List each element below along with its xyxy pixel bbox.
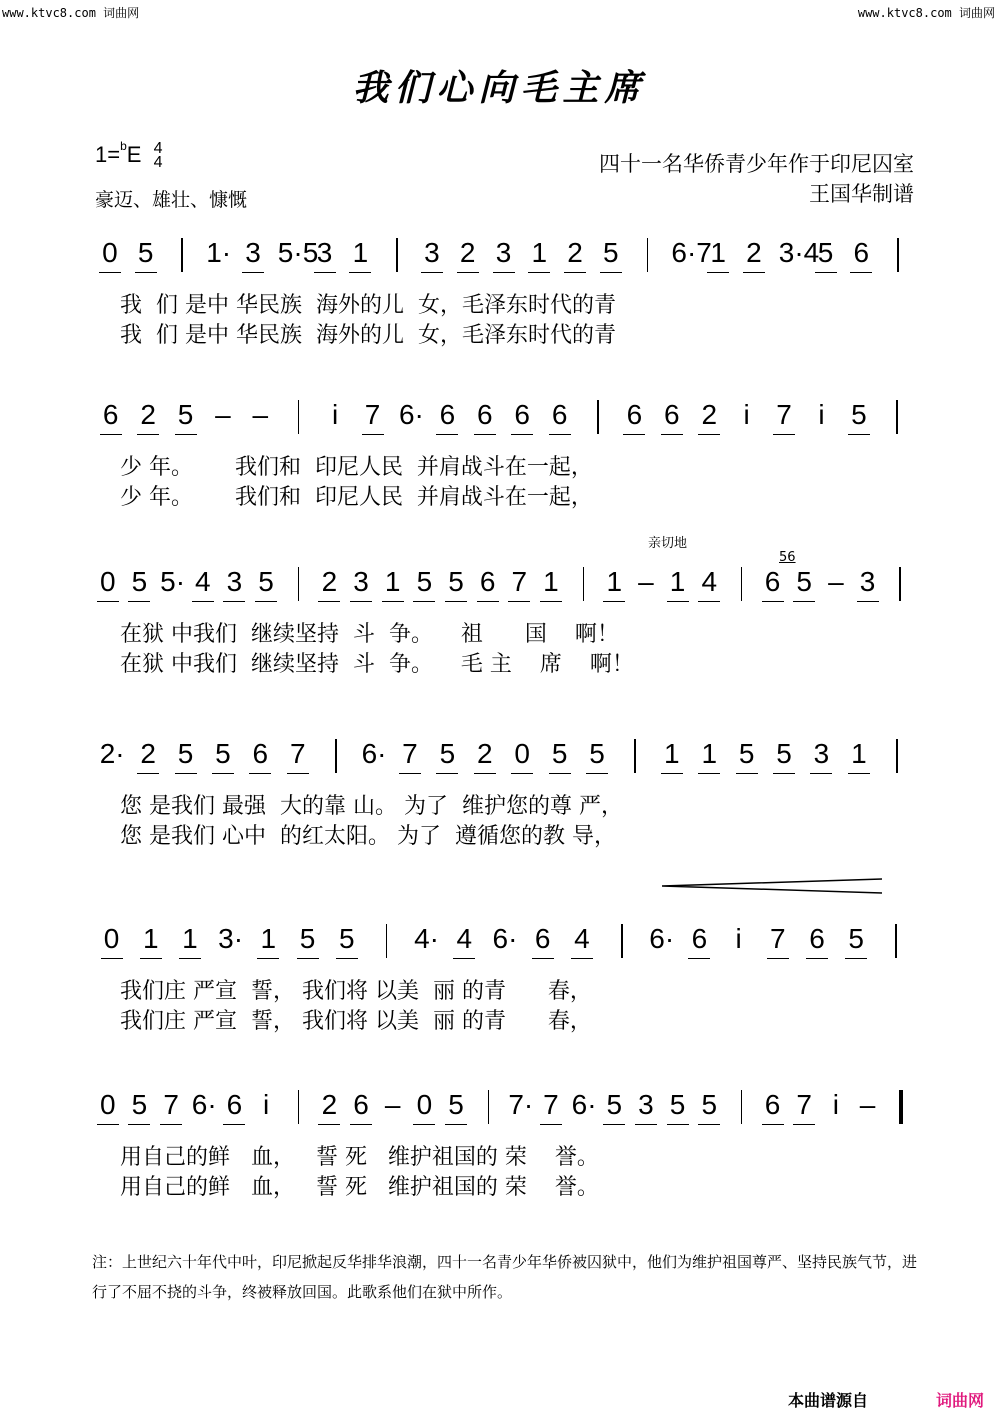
barline <box>741 567 743 601</box>
note: 0 <box>514 738 530 769</box>
barline <box>597 400 599 434</box>
beam-underline <box>436 434 458 435</box>
beam-underline <box>623 434 645 435</box>
note: – <box>252 399 269 430</box>
note: 6 <box>476 399 493 430</box>
barline <box>621 924 623 958</box>
note: 7 <box>770 923 786 954</box>
beam-underline <box>635 1124 657 1125</box>
barline <box>647 238 649 272</box>
beam-underline <box>318 1124 340 1125</box>
beam-underline <box>362 434 384 435</box>
note: 6 <box>534 923 551 954</box>
note: 5 <box>669 1089 686 1120</box>
note: 1 <box>384 566 401 597</box>
beam-underline <box>688 958 710 959</box>
note: 6 <box>102 399 119 430</box>
beam-underline <box>350 1124 372 1125</box>
note: 1 <box>182 923 198 954</box>
note: 6 <box>853 237 870 268</box>
lyric-verse-2: 在狱 中我们 继续坚持 斗 争。 毛 主 席 啊！ <box>120 652 634 677</box>
note: i <box>332 399 339 430</box>
note: 3 <box>353 566 369 597</box>
note: 6 <box>514 399 530 430</box>
beam-underline <box>810 773 832 774</box>
beam-underline <box>137 773 159 774</box>
note: 3 <box>495 237 512 268</box>
source-label: 本曲谱源自 <box>788 1391 869 1410</box>
note: 1 <box>851 738 867 769</box>
beam-underline <box>223 601 245 602</box>
note: 5 <box>439 738 456 769</box>
footnote: 注：上世纪六十年代中叶，印尼掀起反华排华浪潮，四十一名青少年华侨被囚狱中，他们为维护祖国尊严、坚持民族气节，进行了不屈不挠的斗争，终被释放回国。此歌系他们在狱中所作。 <box>92 1253 918 1301</box>
flat-sign: b <box>120 139 127 153</box>
note: 6 <box>551 399 568 430</box>
note: 1 <box>710 237 726 268</box>
beam-underline <box>287 773 309 774</box>
lyric-verse-1: 我们庄 严宣 誓， 我们将 以美 丽 的青 春， <box>120 979 592 1004</box>
note: 6 <box>353 1089 369 1120</box>
beam-underline <box>661 434 683 435</box>
note: 6 <box>479 566 496 597</box>
note: 7 <box>796 1089 812 1120</box>
lyric-verse-2: 用自己的鲜 血， 誓 死 维护祖国的 荣 誉。 <box>120 1175 599 1200</box>
beam-underline <box>549 434 571 435</box>
beam-underline <box>508 601 530 602</box>
beam-underline <box>100 434 122 435</box>
barline <box>634 739 636 773</box>
beam-underline <box>314 272 336 273</box>
beam-underline <box>564 272 586 273</box>
note: 5 <box>551 738 568 769</box>
barline <box>583 567 585 601</box>
note: 5 <box>589 738 605 769</box>
note: i <box>818 399 825 430</box>
note: 6 <box>764 566 781 597</box>
beam-underline <box>179 958 201 959</box>
note: 5 <box>848 923 864 954</box>
note: 3 <box>316 237 333 268</box>
beam-underline <box>815 272 837 273</box>
key-note: E <box>126 142 142 167</box>
beam-underline <box>477 601 499 602</box>
note: 5 <box>416 566 433 597</box>
beam-underline <box>101 958 123 959</box>
note: 2 <box>476 738 493 769</box>
beam-underline <box>845 958 867 959</box>
note: 5 <box>177 399 194 430</box>
note: 7 <box>289 738 306 769</box>
beam-underline <box>336 958 358 959</box>
beam-underline <box>192 601 214 602</box>
note: 6· <box>492 923 518 954</box>
note: 7 <box>163 1089 179 1120</box>
beam-underline <box>806 958 828 959</box>
beam-underline <box>382 601 404 602</box>
note: 7 <box>364 399 381 430</box>
note: 1 <box>669 566 686 597</box>
beam-underline <box>349 272 371 273</box>
note: 6 <box>691 923 708 954</box>
beam-underline <box>793 1124 815 1125</box>
note: 1 <box>606 566 623 597</box>
beam-underline <box>762 601 784 602</box>
note: 5·5 <box>277 237 319 268</box>
beam-underline <box>661 773 683 774</box>
note: 0 <box>416 1089 433 1120</box>
beam-underline <box>848 773 870 774</box>
note: 1 <box>260 923 277 954</box>
note: 5 <box>851 399 867 430</box>
beam-underline <box>257 958 279 959</box>
final-barline <box>899 1090 903 1124</box>
note: 3 <box>424 237 440 268</box>
beam-underline <box>698 773 720 774</box>
note: 5 <box>131 566 148 597</box>
barline <box>896 739 898 773</box>
beam-underline <box>413 1124 435 1125</box>
note: 6 <box>809 923 825 954</box>
note: 6· <box>191 1089 217 1120</box>
lyric-verse-1: 我 们 是中 华民族 海外的儿 女，毛泽东时代的青 <box>120 293 616 318</box>
song-title: 我们心向毛主席 <box>352 67 647 109</box>
note: 1 <box>664 738 680 769</box>
barline <box>741 1090 743 1124</box>
note: 6 <box>626 399 643 430</box>
note: 2 <box>746 237 762 268</box>
beam-underline <box>540 1124 562 1125</box>
note: 4 <box>194 566 211 597</box>
beam-underline <box>667 601 689 602</box>
note: 0 <box>100 1089 116 1120</box>
note: 4 <box>574 923 590 954</box>
beam-underline <box>350 601 372 602</box>
beam-underline <box>242 272 264 273</box>
note: 3 <box>245 237 261 268</box>
barline <box>896 400 898 434</box>
beam-underline <box>511 773 533 774</box>
beam-underline <box>175 434 197 435</box>
note: – <box>384 1089 401 1120</box>
note: 6· <box>398 399 424 430</box>
source-site: 词曲网 <box>936 1391 985 1410</box>
note: 0 <box>100 566 116 597</box>
tempo-mood: 豪迈、雄壮、慷慨 <box>95 189 248 211</box>
beam-underline <box>175 773 197 774</box>
beam-underline <box>767 958 789 959</box>
lyric-verse-2: 我们庄 严宣 誓， 我们将 以美 丽 的青 春， <box>120 1009 592 1034</box>
beam-underline <box>603 601 625 602</box>
beam-underline <box>135 272 157 273</box>
beam-underline <box>773 434 795 435</box>
barline <box>488 1090 490 1124</box>
note: 2· <box>99 738 125 769</box>
note: 3·4 <box>778 237 820 268</box>
lyric-verse-1: 在狱 中我们 继续坚持 斗 争。 祖 国 啊！ <box>120 622 619 647</box>
note: – <box>859 1089 876 1120</box>
note: 2 <box>459 237 476 268</box>
beam-underline <box>698 434 720 435</box>
note: 5 <box>338 923 355 954</box>
lyric-verse-1: 您 是我们 最强 大的靠 山。 为了 维护您的尊 严， <box>120 794 623 819</box>
beam-underline <box>850 272 872 273</box>
beam-underline <box>223 1124 245 1125</box>
expression-mark: 亲切地 <box>648 536 688 551</box>
beam-underline <box>603 1124 625 1125</box>
beam-underline <box>436 773 458 774</box>
time-signature <box>154 142 163 170</box>
beam-underline <box>297 958 319 959</box>
beam-underline <box>698 601 720 602</box>
note: 6 <box>764 1089 781 1120</box>
note: 5 <box>215 738 231 769</box>
note: 7 <box>402 738 418 769</box>
note: 2 <box>140 399 156 430</box>
beam-underline <box>140 958 162 959</box>
beam-underline <box>736 773 758 774</box>
note: 6· <box>571 1089 597 1120</box>
note: 5 <box>817 237 834 268</box>
note: 1 <box>531 237 548 268</box>
note: 2 <box>321 1089 338 1120</box>
barline <box>396 238 398 272</box>
note: 5 <box>776 738 792 769</box>
lyric-verse-1: 少 年。 我们和 印尼人民 并肩战斗在一起， <box>120 455 593 480</box>
barline <box>895 924 897 958</box>
beam-underline <box>445 601 467 602</box>
note: 7 <box>511 566 528 597</box>
arranger-credit: 王国华制谱 <box>809 182 914 206</box>
note: 2 <box>701 399 718 430</box>
beam-underline <box>549 773 571 774</box>
beam-underline <box>318 601 340 602</box>
note: 3 <box>226 566 243 597</box>
note: 5· <box>160 566 186 597</box>
beam-underline <box>212 773 234 774</box>
note: 5 <box>258 566 274 597</box>
note: 4 <box>701 566 718 597</box>
note: 3· <box>218 923 244 954</box>
beam-underline <box>421 272 443 273</box>
note: 6·7 <box>671 237 712 268</box>
note: 5 <box>603 237 619 268</box>
note: 6 <box>439 399 456 430</box>
note: 2 <box>321 566 338 597</box>
note: 5 <box>448 1089 464 1120</box>
note: 5 <box>606 1089 623 1120</box>
crescendo-hairpin-icon <box>660 876 890 896</box>
time-top: 4 <box>153 140 163 158</box>
note: 3 <box>813 738 830 769</box>
note: – <box>638 566 654 597</box>
note: 5 <box>701 1089 718 1120</box>
beam-underline <box>698 1124 720 1125</box>
barline <box>298 1090 300 1124</box>
barline <box>899 567 901 601</box>
note: i <box>262 1089 270 1120</box>
key-signature <box>95 139 163 172</box>
key-prefix: 1= <box>95 142 121 167</box>
note: 7 <box>776 399 792 430</box>
note: 2 <box>140 738 156 769</box>
note: i <box>743 399 750 430</box>
note: 6· <box>361 738 387 769</box>
grace-note: 56 <box>779 550 796 565</box>
beam-underline <box>249 773 271 774</box>
beam-underline <box>413 601 435 602</box>
beam-underline <box>762 1124 784 1125</box>
beam-underline <box>128 1124 150 1125</box>
barline <box>298 400 300 434</box>
beam-underline <box>399 773 421 774</box>
beam-underline <box>528 272 550 273</box>
note: 0 <box>102 237 118 268</box>
barline <box>386 924 388 958</box>
beam-underline <box>586 773 608 774</box>
note: 5 <box>177 738 194 769</box>
note: 5 <box>796 566 812 597</box>
note: i <box>832 1089 839 1120</box>
beam-underline <box>540 601 562 602</box>
note: 7· <box>508 1089 534 1120</box>
note: 4· <box>414 923 440 954</box>
beam-underline <box>128 601 150 602</box>
beam-underline <box>532 958 554 959</box>
note: 5 <box>131 1089 148 1120</box>
beam-underline <box>848 434 870 435</box>
lyric-verse-2: 您 是我们 心中 的红太阳。 为了 遵循您的教 导， <box>120 824 616 849</box>
note: 5 <box>738 738 755 769</box>
note: 3 <box>859 566 876 597</box>
beam-underline <box>255 601 277 602</box>
note: 7 <box>543 1089 559 1120</box>
beam-underline <box>793 601 815 602</box>
note: 1 <box>701 738 718 769</box>
beam-underline <box>97 1124 119 1125</box>
note: 6 <box>252 738 269 769</box>
note: 6 <box>664 399 680 430</box>
barline <box>897 238 899 272</box>
note: – <box>215 399 231 430</box>
composer-credit: 四十一名华侨青少年作于印尼囚室 <box>599 152 914 176</box>
beam-underline <box>99 272 121 273</box>
beam-underline <box>453 958 475 959</box>
beam-underline <box>493 272 515 273</box>
beam-underline <box>445 1124 467 1125</box>
beam-underline <box>707 272 729 273</box>
beam-underline <box>857 601 879 602</box>
beam-underline <box>97 601 119 602</box>
lyric-verse-2: 少 年。 我们和 印尼人民 并肩战斗在一起， <box>120 485 593 510</box>
beam-underline <box>457 272 479 273</box>
beam-underline <box>511 434 533 435</box>
beam-underline <box>160 1124 182 1125</box>
note: 0 <box>103 923 120 954</box>
lyric-verse-1: 用自己的鲜 血， 誓 死 维护祖国的 荣 誉。 <box>120 1145 599 1170</box>
barline <box>298 567 300 601</box>
note: – <box>828 566 844 597</box>
lyric-verse-2: 我 们 是中 华民族 海外的儿 女，毛泽东时代的青 <box>120 323 616 348</box>
note: 5 <box>299 923 316 954</box>
beam-underline <box>743 272 765 273</box>
note: 6 <box>226 1089 243 1120</box>
barline <box>181 238 183 272</box>
watermark-right: www.ktvc8.com 词曲网 <box>857 6 995 20</box>
note: 6· <box>649 923 675 954</box>
note: 1 <box>142 923 159 954</box>
note: 3 <box>638 1089 654 1120</box>
note: 4 <box>456 923 473 954</box>
time-bottom: 4 <box>153 154 163 172</box>
beam-underline <box>571 958 593 959</box>
beam-underline <box>600 272 622 273</box>
note: 5 <box>448 566 464 597</box>
note: 1 <box>543 566 559 597</box>
beam-underline <box>474 773 496 774</box>
beam-underline <box>474 434 496 435</box>
beam-underline <box>137 434 159 435</box>
watermark-left: www.ktvc8.com 词曲网 <box>2 6 140 20</box>
barline <box>335 739 337 773</box>
note: 1 <box>352 237 369 268</box>
beam-underline <box>773 773 795 774</box>
note: 5 <box>137 237 154 268</box>
beam-underline <box>667 1124 689 1125</box>
note: i <box>735 923 742 954</box>
note: 2 <box>567 237 583 268</box>
note: 1· <box>206 237 232 268</box>
